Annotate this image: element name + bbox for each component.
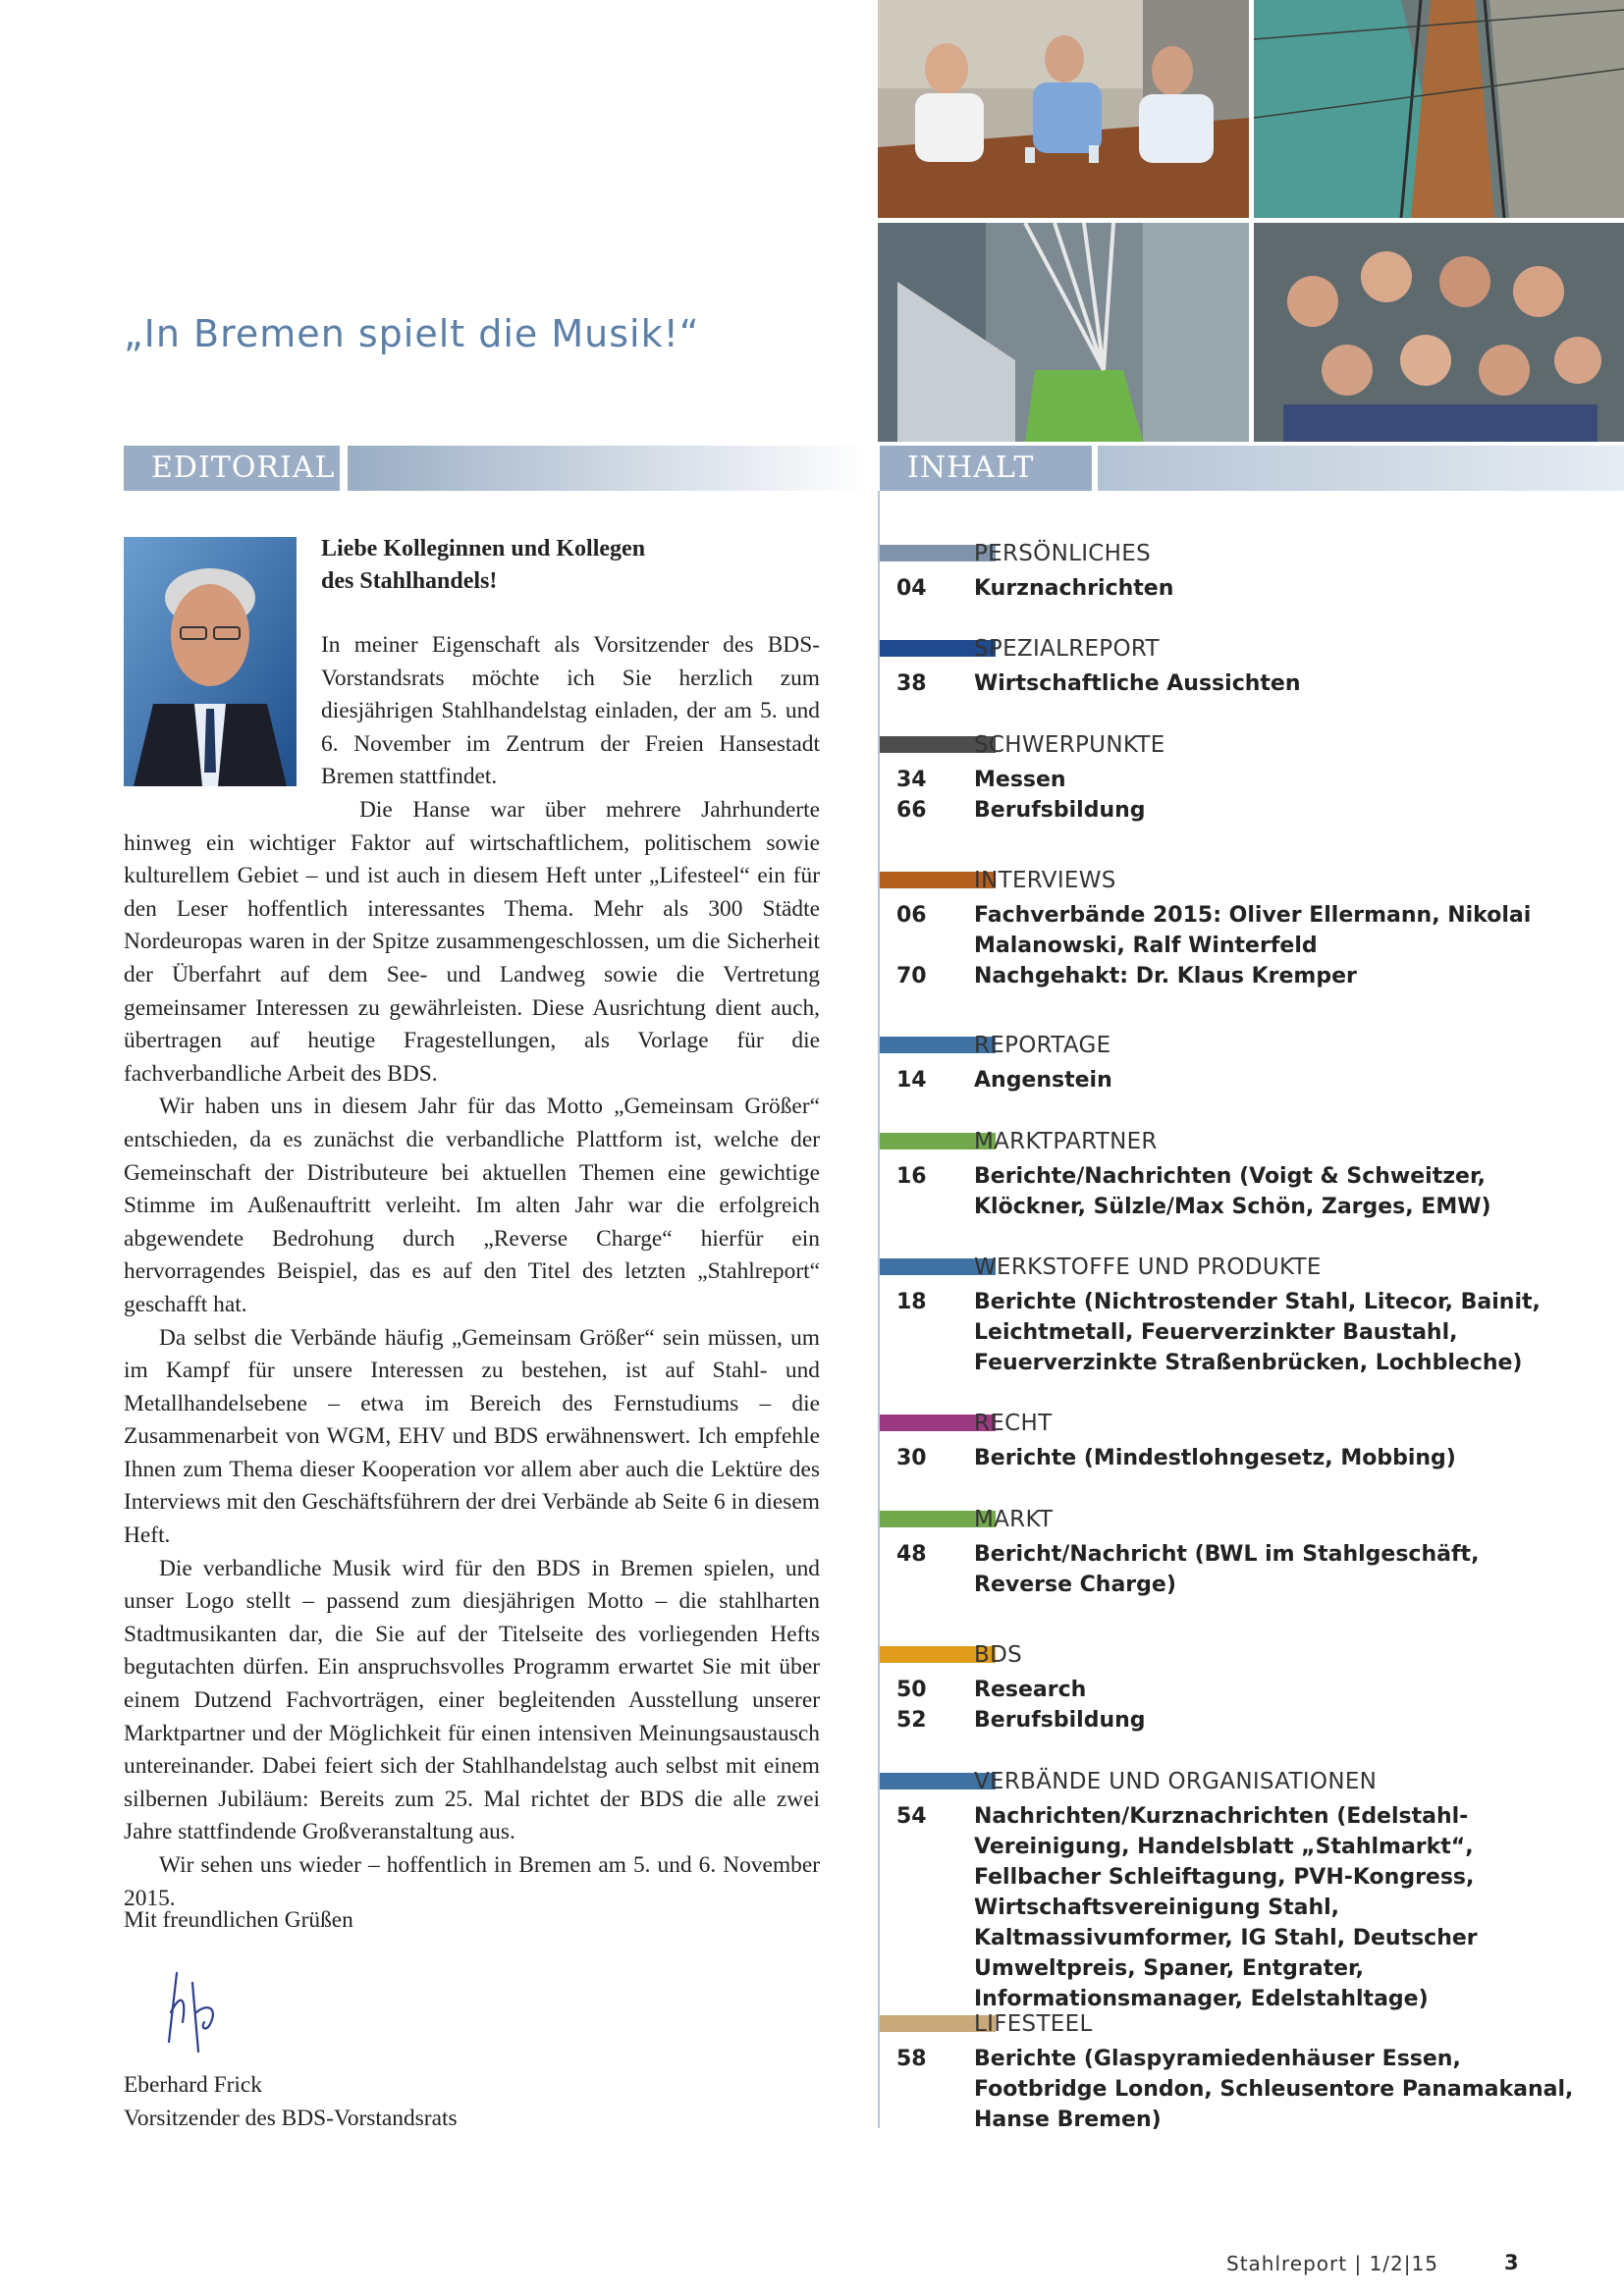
toc-entry-title: Berichte (Mindestlohngesetz, Mobbing) bbox=[974, 1446, 1456, 1470]
toc-page-number: 30 bbox=[896, 1446, 927, 1470]
toc-section-header bbox=[880, 1762, 1597, 1801]
toc-entry-title: Nachrichten/Kurznachrichten (Edelstahl-Vereinigung, Handelsblatt „Stahlmarkt“, Fellbacher Schleiftagung, PVH-Kongress, Wirtschaftsvereinigung Stahl, Kaltmassivumformer, IG Stahl, Deutscher Umweltpreis, Spaner, Entgrater, Informationsmanager, Edelstahltage) bbox=[974, 1804, 1478, 2011]
toc-entry[interactable] bbox=[880, 1065, 1597, 1095]
inhalt-section-bar bbox=[880, 446, 1624, 491]
toc-section-header bbox=[880, 534, 1597, 573]
toc-section bbox=[880, 2004, 1597, 2135]
toc-section-title: MARKTPARTNER bbox=[974, 1129, 1158, 1154]
toc-section bbox=[880, 1248, 1597, 1378]
meeting-photo bbox=[878, 0, 1249, 218]
group-photo bbox=[1254, 223, 1624, 442]
toc-section bbox=[880, 629, 1597, 699]
toc-entry-title: Bericht/Nachricht (BWL im Stahlgeschäft, Reverse Charge) bbox=[974, 1542, 1480, 1597]
toc-page-number: 48 bbox=[896, 1542, 927, 1567]
toc-entry-title: Fachverbände 2015: Oliver Ellermann, Nikolai Malanowski, Ralf Winterfeld bbox=[974, 903, 1532, 958]
toc-page-number: 16 bbox=[896, 1164, 927, 1189]
editorial-greeting bbox=[321, 533, 733, 598]
toc-entry[interactable] bbox=[880, 1675, 1597, 1705]
editorial-paragraph: Die verbandliche Musik wird für den BDS in Bremen spielen, und unser Logo stellt – passend zum diesjährigen Motto – die stahlharten Stadtmusikanten dar, die Sie auf der Titelseite des vorliegenden Hefts begutachten dürfen. Ein anspruchsvolles Programm erwartet Sie mit über einem Dutzend Fachvorträgen, einer begleitenden Ausstellung unserer Marktpartner und der Möglichkeit für einen intensiven Meinungsaustausch untereinander. Dabei feiert sich der Stahlhandelstag auch selbst mit einem silbernen Jubiläum: Bereits zum 25. Mal richtet der BDS die alle zwei Jahre stattfindende Großveranstaltung aus. bbox=[124, 1555, 820, 1845]
toc-page-number: 06 bbox=[896, 903, 927, 928]
toc-entry[interactable] bbox=[880, 668, 1597, 699]
signer-name: Eberhard Frick bbox=[124, 2072, 262, 2098]
handwritten-signature bbox=[147, 1953, 255, 2061]
toc-section-header bbox=[880, 1635, 1597, 1675]
toc-section-header bbox=[880, 1122, 1597, 1161]
closing-line: Mit freundlichen Grüßen bbox=[124, 1907, 353, 1933]
toc-section-header bbox=[880, 1500, 1597, 1539]
toc-entry-title: Berichte/Nachrichten (Voigt & Schweitzer, Klöckner, Sülzle/Max Schön, Zarges, EMW) bbox=[974, 1164, 1491, 1219]
toc-section-header bbox=[880, 629, 1597, 668]
toc-entry[interactable] bbox=[880, 1161, 1597, 1222]
toc-section bbox=[880, 1122, 1597, 1222]
toc-entry[interactable] bbox=[880, 900, 1597, 961]
toc-entry[interactable] bbox=[880, 961, 1597, 991]
inhalt-bar-gradient bbox=[1098, 446, 1624, 491]
toc-section bbox=[880, 1762, 1597, 2014]
publication-footer: Stahlreport | 1/2|15 bbox=[1226, 2252, 1438, 2275]
toc-section bbox=[880, 1500, 1597, 1600]
toc-section bbox=[880, 534, 1597, 604]
toc-entry-title: Wirtschaftliche Aussichten bbox=[974, 671, 1301, 696]
editorial-paragraph: Wir haben uns in diesem Jahr für das Motto „Gemeinsam Größer“ entschieden, da es zunächst die verbandliche Plattform ist, welche der Gemeinschaft der Distributeure bei aktuellen Themen eine gewichtige Stimme im Außenauftritt verleiht. Im alten Jahr war die erfolgreich abgewendete Bedrohung durch „Reverse Charge“ hierfür ein hervorragendes Beispiel, das es auf den Titel des letzten „Stahlreport“ geschafft hat. bbox=[124, 1094, 820, 1317]
bridge-photo bbox=[1254, 0, 1624, 218]
toc-section-header bbox=[880, 1404, 1597, 1443]
toc-page-number: 52 bbox=[896, 1708, 927, 1733]
toc-section-title: WERKSTOFFE UND PRODUKTE bbox=[974, 1255, 1322, 1280]
signer-role: Vorsitzender des BDS-Vorstandsrats bbox=[124, 2106, 458, 2131]
page-number: 3 bbox=[1504, 2251, 1519, 2274]
editorial-paragraph: Die Hanse war über mehrere Jahrhunderte hinweg ein wichtiger Faktor auf wirtschaftlichem, politischem sowie kulturellem Gebiet – und ist auch in diesem Heft unter „Lifesteel“ ein für den Leser hoffentlich interessantes Thema. Mehr als 300 Städte Nordeuropas waren in der Spitze zusammengeschlossen, um die Sicherheit der Überfahrt auf dem See- und Landweg sowie die Vertretung gemeinsamer Interessen zu gewährleisten. Diese Ausrichtung dient auch, übertragen auf heutige Fragestellungen, als Vorlage für die fachverbandliche Arbeit des BDS. bbox=[124, 797, 820, 1087]
toc-section bbox=[880, 725, 1597, 826]
toc-entry[interactable] bbox=[880, 2044, 1597, 2135]
toc-section-title: MARKT bbox=[974, 1507, 1054, 1532]
toc-section-title: LIFESTEEL bbox=[974, 2011, 1093, 2037]
toc-entry-title: Berufsbildung bbox=[974, 1708, 1146, 1733]
editorial-bar-gradient bbox=[348, 446, 868, 491]
toc-entry-title: Angenstein bbox=[974, 1068, 1112, 1093]
toc-entry[interactable] bbox=[880, 1539, 1597, 1600]
toc-section-title: SCHWERPUNKTE bbox=[974, 732, 1165, 758]
editorial-label: EDITORIAL bbox=[124, 446, 340, 491]
toc-section-title: BDS bbox=[974, 1642, 1022, 1668]
toc-section-header bbox=[880, 1026, 1597, 1065]
inhalt-label: INHALT bbox=[880, 446, 1092, 491]
toc-page-number: 34 bbox=[896, 768, 927, 792]
editorial-section-bar bbox=[124, 446, 752, 491]
toc-section bbox=[880, 1026, 1597, 1095]
toc-entry-title: Berichte (Nichtrostender Stahl, Litecor, Bainit, Leichtmetall, Feuerverzinkter Baustahl, Feuerverzinkte Straßenbrücken, Lochbleche) bbox=[974, 1290, 1541, 1375]
toc-section-title: REPORTAGE bbox=[974, 1033, 1111, 1058]
greeting-line-2: des Stahlhandels! bbox=[321, 568, 498, 594]
toc-section bbox=[880, 1404, 1597, 1473]
toc-page-number: 70 bbox=[896, 964, 927, 988]
toc-entry-title: Messen bbox=[974, 768, 1066, 792]
toc-page-number: 04 bbox=[896, 576, 927, 601]
toc-entry-title: Nachgehakt: Dr. Klaus Kremper bbox=[974, 964, 1357, 988]
toc-entry-title: Berufsbildung bbox=[974, 798, 1146, 823]
toc-section-header bbox=[880, 725, 1597, 765]
editorial-paragraph: Da selbst die Verbände häufig „Gemeinsam Größer“ sein müssen, um im Kampf für unsere Interessen zu bestehen, ist auf Stahl- und Metallhandelsebene – etwa im Bereich des Fernstudiums – die Zusammenarbeit von WGM, EHV und BDS erwähnenswert. Ich empfehle Ihnen zum Thema dieser Kooperation vor allem aber auch die Lektüre des Interviews mit den Geschäftsführern der drei Verbände ab Seite 6 in diesem Heft. bbox=[124, 1324, 820, 1549]
toc-entry[interactable] bbox=[880, 573, 1597, 604]
toc-section-title: INTERVIEWS bbox=[974, 868, 1116, 893]
editorial-intro: In meiner Eigenschaft als Vorsitzender des BDS-Vorstandsrats möchte ich Sie herzlich zum diesjährigen Stahlhandelstag einladen, der am 5. und 6. November im Zentrum der Freien Hansestadt Bremen stattfindet. bbox=[321, 632, 820, 790]
editorial-paragraph: Wir sehen uns wieder – hoffentlich in Bremen am 5. und 6. November 2015. bbox=[124, 1852, 820, 1911]
toc-page-number: 66 bbox=[896, 798, 927, 823]
greeting-line-1: Liebe Kolleginnen und Kollegen bbox=[321, 536, 646, 561]
toc-section-title: SPEZIALREPORT bbox=[974, 636, 1160, 662]
toc-section-title: RECHT bbox=[974, 1411, 1053, 1436]
toc-entry[interactable] bbox=[880, 1287, 1597, 1378]
toc-entry-title: Kurznachrichten bbox=[974, 576, 1174, 601]
toc-section-title: PERSÖNLICHES bbox=[974, 541, 1151, 566]
toc-section-header bbox=[880, 1248, 1597, 1287]
author-portrait bbox=[124, 537, 297, 786]
toc-entry[interactable] bbox=[880, 1705, 1597, 1735]
toc-page-number: 58 bbox=[896, 2047, 927, 2071]
editorial-headline: „In Bremen spielt die Musik!“ bbox=[124, 312, 700, 355]
toc-entry[interactable] bbox=[880, 1801, 1597, 2014]
toc-section bbox=[880, 861, 1597, 991]
toc-entry-title: Research bbox=[974, 1678, 1087, 1702]
toc-entry[interactable] bbox=[880, 795, 1597, 826]
building-photo bbox=[878, 223, 1249, 442]
toc-section bbox=[880, 1635, 1597, 1735]
editorial-body bbox=[124, 794, 820, 1915]
toc-section-header bbox=[880, 2004, 1597, 2044]
toc-entry-title: Berichte (Glaspyramiedenhäuser Essen, Footbridge London, Schleusentore Panamakanal, Hanse Bremen) bbox=[974, 2047, 1574, 2132]
toc-entry[interactable] bbox=[880, 1443, 1597, 1473]
toc-entry[interactable] bbox=[880, 765, 1597, 795]
toc-page-number: 50 bbox=[896, 1678, 927, 1702]
toc-page-number: 38 bbox=[896, 671, 927, 696]
toc-section-title: VERBÄNDE UND ORGANISATIONEN bbox=[974, 1769, 1378, 1794]
toc-page-number: 18 bbox=[896, 1290, 927, 1314]
toc-page-number: 54 bbox=[896, 1804, 927, 1829]
toc-section-header bbox=[880, 861, 1597, 900]
toc-page-number: 14 bbox=[896, 1068, 927, 1093]
